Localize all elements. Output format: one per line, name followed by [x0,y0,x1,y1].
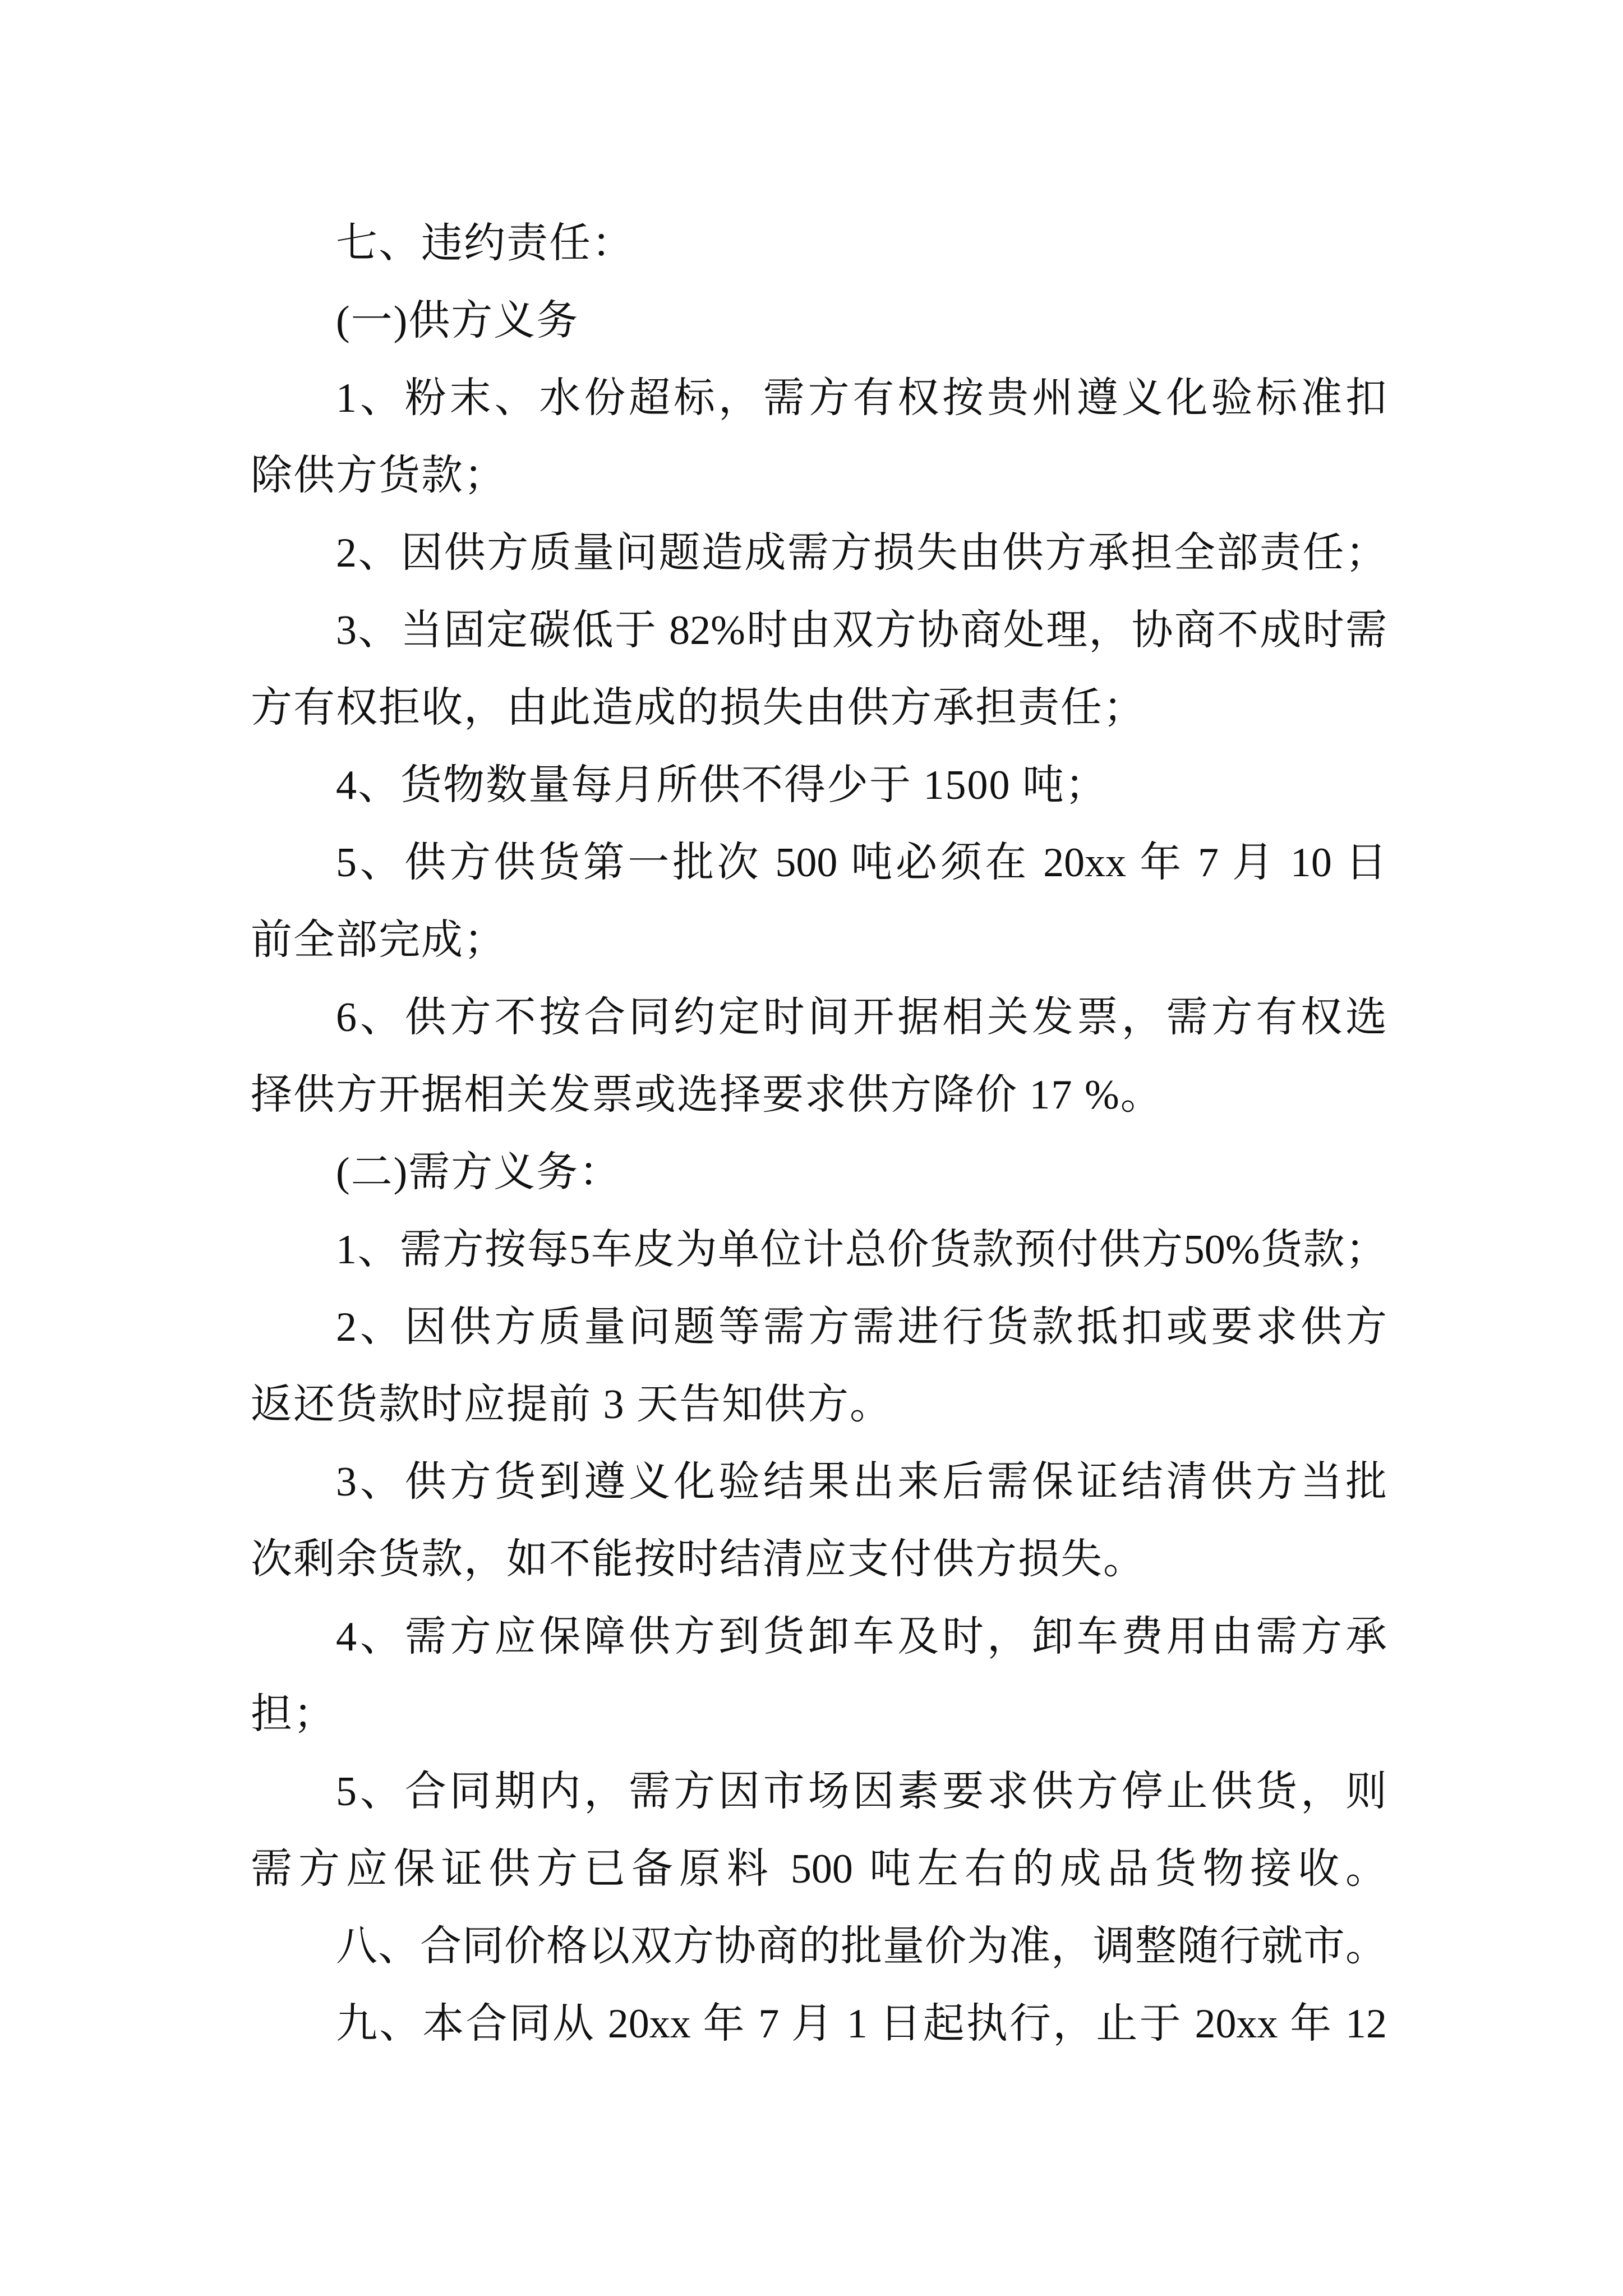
buyer-clause-4 [251,1598,1387,1753]
paragraph-line: 次剩余货款，如不能按时结清应支付供方损失。 [251,1536,1146,1582]
paragraph-line: 1、粉末、水份超标，需方有权按贵州遵义化验标准扣 [336,375,1387,421]
paragraph-line: 担； [251,1691,336,1737]
paragraph-line: 5、供方供货第一批次 500 吨必须在 20xx 年 7 月 10 日 [336,840,1387,886]
paragraph-line: 1、需方按每5车皮为单位计总价货款预付供方50%货款； [336,1227,1387,1273]
paragraph-line: 返还货款时应提前 3 天告知供方。 [251,1382,892,1428]
buyer-clause-3 [251,1443,1387,1598]
supplier-clause-3 [251,592,1387,747]
supplier-clause-5 [251,824,1387,979]
paragraph-line: (二)需方义务： [336,1149,622,1195]
paragraph-line: 4、需方应保障供方到货卸车及时，卸车费用由需方承 [336,1614,1387,1660]
section-nine-contract-term [251,1985,1387,2063]
paragraph-line: 需方应保证供方已备原料 500 吨左右的成品货物接收。 [251,1846,1387,1892]
supplier-clause-6 [251,979,1387,1134]
supplier-clause-4 [251,747,1387,824]
buyer-clause-2 [251,1289,1387,1443]
paragraph-line: 6、供方不按合同约定时间开据相关发票，需方有权选 [336,995,1387,1041]
paragraph-line: 4、货物数量每月所供不得少于 1500 吨； [336,762,1108,808]
paragraph-line: 除供方货款； [251,453,506,499]
document-body [251,205,1387,2063]
paragraph-line: 择供方开据相关发票或选择要求供方降价 17 %。 [251,1072,1163,1118]
paragraph-line: 5、合同期内，需方因市场因素要求供方停止供货，则 [336,1769,1387,1815]
supplier-clause-2 [251,514,1387,592]
paragraph-line: 3、供方货到遵义化验结果出来后需保证结清供方当批 [336,1459,1387,1505]
buyer-clause-1 [251,1211,1387,1289]
buyer-clause-5 [251,1753,1387,1908]
section-heading-breach-liability [251,205,1387,282]
paragraph-line: 八、合同价格以双方协商的批量价为准，调整随行就市。 [336,1924,1387,1970]
paragraph-line: 3、当固定碳低于 82%时由双方协商处理，协商不成时需 [336,608,1387,654]
subsection-heading-buyer-obligations [251,1134,1387,1211]
section-eight-contract-price [251,1908,1387,1985]
paragraph-line: 方有权拒收，由此造成的损失由供方承担责任； [251,685,1146,731]
subsection-heading-supplier-obligations [251,282,1387,360]
paragraph-line: 2、因供方质量问题造成需方损失由供方承担全部责任； [336,530,1387,576]
supplier-clause-1 [251,360,1387,514]
paragraph-line: 九、本合同从 20xx 年 7 月 1 日起执行，止于 20xx 年 12 [336,2001,1387,2047]
paragraph-line: 七、违约责任： [336,220,634,266]
paragraph-line: (一)供方义务 [336,298,579,344]
paragraph-line: 2、因供方质量问题等需方需进行货款抵扣或要求供方 [336,1304,1387,1350]
paragraph-line: 前全部完成； [251,917,506,963]
